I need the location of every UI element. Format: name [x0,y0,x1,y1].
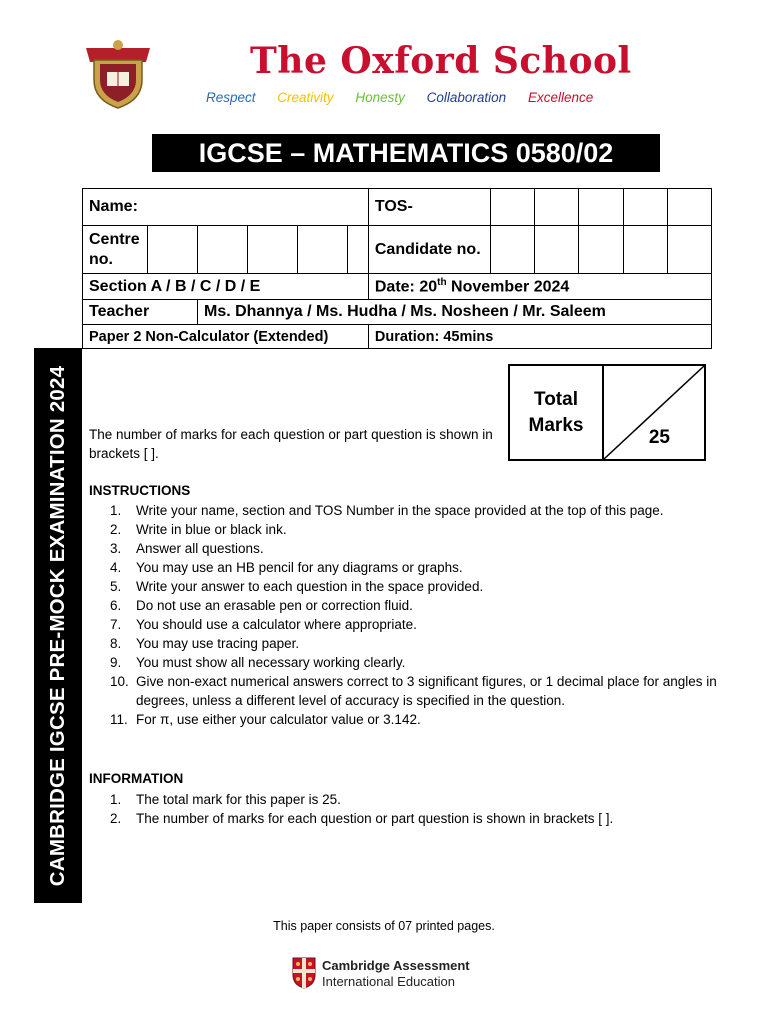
candidate-label: Candidate no. [368,226,490,274]
teacher-label: Teacher [83,300,198,325]
school-crest-logo [80,38,156,110]
centre-box[interactable] [197,226,247,274]
centre-box[interactable] [147,226,197,274]
candidate-box[interactable] [535,226,579,274]
centre-box[interactable] [348,226,369,274]
list-item: 8. You may use tracing paper. [110,636,300,651]
list-item: 10. Give non-exact numerical answers correct to 3 significant figures, or 1 decimal place for angles in degrees, unless a different level of accuracy is specified in the question. [110,674,717,708]
school-values [206,90,611,105]
information-heading: INFORMATION [89,771,184,786]
list-item: 3. Answer all questions. [110,541,264,556]
tos-box[interactable] [491,189,535,226]
intro-text: The number of marks for each question or part question is shown in brackets [ ]. [89,427,493,461]
tos-label: TOS- [368,189,490,226]
instructions-heading: INSTRUCTIONS [89,483,191,498]
list-item: 1. The total mark for this paper is 25. [110,792,341,807]
list-item: 7. You should use a calculator where appropriate. [110,617,417,632]
candidate-box[interactable] [623,226,667,274]
value-creativity: Creativity [277,90,334,105]
cambridge-logo-line1: Cambridge Assessment [322,958,470,973]
list-item: 11. For π, use either your calculator value or 3.142. [110,712,421,727]
cambridge-shield-icon [292,957,316,989]
centre-box[interactable] [298,226,348,274]
tos-box[interactable] [535,189,579,226]
tos-box[interactable] [623,189,667,226]
value-honesty: Honesty [355,90,405,105]
teacher-names: Ms. Dhannya / Ms. Hudha / Ms. Nosheen / Mr. Saleem [197,300,711,325]
duration-label: Duration: 45mins [368,325,711,349]
list-item: 4. You may use an HB pencil for any diagrams or graphs. [110,560,463,575]
cambridge-logo-line2: International Education [322,974,455,989]
total-marks-number: 25 [648,427,670,448]
list-item: 5. Write your answer to each question in the space provided. [110,579,484,594]
list-item: 1. Write your name, section and TOS Number in the space provided at the top of this page. [110,503,664,518]
section-label: Section A / B / C / D / E [83,274,369,300]
cambridge-logo [292,957,482,991]
tos-box[interactable] [579,189,623,226]
value-excellence: Excellence [527,90,594,105]
candidate-box[interactable] [667,226,711,274]
side-banner [34,348,82,903]
list-item: 9. You must show all necessary working clearly. [110,655,406,670]
candidate-box[interactable] [579,226,623,274]
value-respect: Respect [206,90,256,105]
total-marks-value-cell [604,366,704,459]
centre-box[interactable] [248,226,298,274]
tos-box[interactable] [667,189,711,226]
pages-note: This paper consists of 07 printed pages. [273,919,495,933]
total-marks-box [508,364,706,461]
paper-label: Paper 2 Non-Calculator (Extended) [83,325,369,349]
list-item: 2. The number of marks for each question or part question is shown in brackets [ ]. [110,811,614,826]
centre-label: Centre no. [83,226,148,274]
side-banner-text: CAMBRIDGE IGCSE PRE-MOCK EXAMINATION 2024 [46,365,69,886]
list-item: 2. Write in blue or black ink. [110,522,287,537]
candidate-box[interactable] [491,226,535,274]
value-collaboration: Collaboration [426,90,507,105]
total-marks-label: Total Marks [510,366,604,459]
date-label: Date: 20th November 2024 [368,274,711,300]
list-item: 6. Do not use an erasable pen or correction fluid. [110,598,413,613]
school-name: The Oxford School [250,40,632,82]
name-label: Name: [83,189,369,226]
information-list [110,790,720,828]
instructions-list [110,501,720,729]
candidate-info-table [82,188,712,349]
exam-title: IGCSE – MATHEMATICS 0580/02 [152,134,660,172]
